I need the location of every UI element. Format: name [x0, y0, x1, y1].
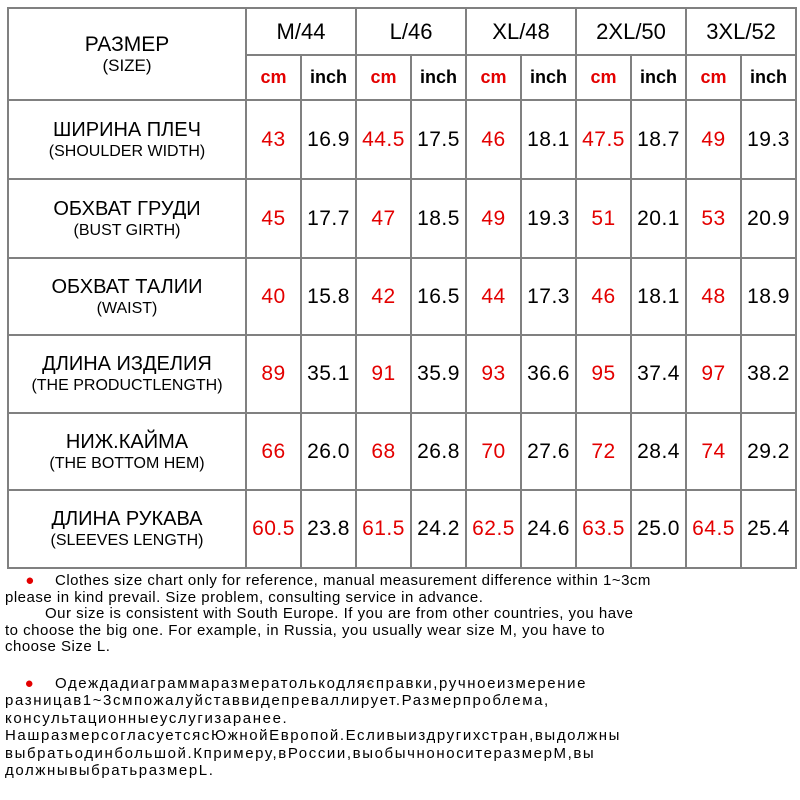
unit-cm-header: cm	[686, 55, 741, 100]
value-inch-cell: 18.5	[411, 179, 466, 258]
unit-inch-header: inch	[301, 55, 356, 100]
value-inch-cell: 35.1	[301, 335, 356, 413]
value-cm-cell: 64.5	[686, 490, 741, 568]
note-en-2-line3: choose Size L.	[5, 638, 111, 655]
value-cm-cell: 53	[686, 179, 741, 258]
measurement-name-ru: ДЛИНА ИЗДЕЛИЯ	[42, 353, 212, 375]
value-inch-cell: 24.6	[521, 490, 576, 568]
bullet-icon: ●	[24, 674, 36, 692]
table-row	[8, 490, 796, 568]
value-cm-cell: 68	[356, 413, 411, 490]
table-row	[8, 258, 796, 335]
value-cm-cell: 91	[356, 335, 411, 413]
measurement-label-cell	[8, 335, 246, 413]
measurement-name-ru: ОБХВАТ ТАЛИИ	[51, 275, 203, 298]
value-cm-cell: 66	[246, 413, 301, 490]
measurement-name-en: (BUST GIRTH)	[73, 221, 181, 239]
measurement-label-cell	[8, 179, 246, 258]
note-en-1-line1: Clothes size chart only for reference, manual measurement difference within 1~3cm	[55, 572, 651, 589]
unit-inch-header: inch	[631, 55, 686, 100]
value-inch-cell: 37.4	[631, 335, 686, 413]
measurement-label-cell	[8, 258, 246, 335]
note-ru-line3: консультационныеуслугизаранее.	[5, 709, 289, 727]
measurement-label-cell	[8, 490, 246, 568]
value-cm-cell: 43	[246, 100, 301, 179]
note-ru-text: Одеждадиаграммаразмератолькодляєправки,ручноеизмерение	[55, 674, 588, 692]
measurement-name-ru: НИЖ.КАЙМА	[65, 430, 189, 453]
measurement-name-ru: ОБХВАТ ГРУДИ	[53, 197, 201, 220]
note-ru-line6: должнывыбратьразмерL.	[5, 762, 215, 779]
table-row	[8, 179, 796, 258]
note-en-1	[5, 573, 800, 606]
value-cm-cell: 42	[356, 258, 411, 335]
value-cm-cell: 40	[246, 258, 301, 335]
unit-cm-header: cm	[356, 55, 411, 100]
value-inch-cell: 18.1	[631, 258, 686, 335]
value-inch-cell: 19.3	[741, 100, 796, 179]
value-cm-cell: 49	[686, 100, 741, 179]
value-cm-cell: 70	[466, 413, 521, 490]
size-header-en: (SIZE)	[102, 55, 152, 75]
measurement-name-en: (SHOULDER WIDTH)	[48, 142, 206, 160]
size-column-header: M/44	[246, 8, 356, 55]
value-inch-cell: 36.6	[521, 335, 576, 413]
value-cm-cell: 93	[466, 335, 521, 413]
value-inch-cell: 28.4	[631, 413, 686, 490]
size-column-header: 3XL/52	[686, 8, 796, 55]
value-cm-cell: 48	[686, 258, 741, 335]
value-inch-cell: 16.5	[411, 258, 466, 335]
note-ru-line5: выбратьодинбольшой.Кпримеру,вРоссии,выобычноноситеразмерМ,вы	[5, 744, 596, 762]
size-column-header: XL/48	[466, 8, 576, 55]
table-row	[8, 100, 796, 179]
value-cm-cell: 49	[466, 179, 521, 258]
value-cm-cell: 60.5	[246, 490, 301, 568]
measurement-name-en: (THE BOTTOM HEM)	[49, 454, 205, 472]
value-cm-cell: 51	[576, 179, 631, 258]
unit-inch-header: inch	[521, 55, 576, 100]
measurement-label-cell	[8, 100, 246, 179]
value-cm-cell: 45	[246, 179, 301, 258]
value-inch-cell: 24.2	[411, 490, 466, 568]
note-en-2-line2: to choose the big one. For example, in Russia, you usually wear size M, you have to	[5, 621, 606, 639]
value-inch-cell: 27.6	[521, 413, 576, 490]
unit-inch-header: inch	[741, 55, 796, 100]
notes-section	[0, 573, 800, 780]
size-header-ru: РАЗМЕР	[84, 32, 170, 56]
note-en-2-line1: Our size is consistent with South Europe. If you are from other countries, you have	[45, 605, 634, 622]
value-cm-cell: 61.5	[356, 490, 411, 568]
value-cm-cell: 44.5	[356, 100, 411, 179]
value-inch-cell: 38.2	[741, 335, 796, 413]
value-cm-cell: 95	[576, 335, 631, 413]
size-column-header: 2XL/50	[576, 8, 686, 55]
value-cm-cell: 46	[466, 100, 521, 179]
value-inch-cell: 17.5	[411, 100, 466, 179]
value-cm-cell: 74	[686, 413, 741, 490]
value-inch-cell: 16.9	[301, 100, 356, 179]
unit-cm-header: cm	[576, 55, 631, 100]
value-inch-cell: 18.1	[521, 100, 576, 179]
value-cm-cell: 44	[466, 258, 521, 335]
value-inch-cell: 25.4	[741, 490, 796, 568]
value-inch-cell: 18.9	[741, 258, 796, 335]
note-ru	[0, 675, 800, 780]
value-inch-cell: 35.9	[411, 335, 466, 413]
value-inch-cell: 19.3	[521, 179, 576, 258]
note-ru-line2: разницав1~3смпожалуйставвидепреваллирует.Размерпроблема,	[5, 692, 550, 709]
table-row	[8, 413, 796, 490]
value-inch-cell: 17.3	[521, 258, 576, 335]
value-cm-cell: 89	[246, 335, 301, 413]
measurement-name-en: (SLEEVES LENGTH)	[50, 532, 204, 549]
size-column-header: L/46	[356, 8, 466, 55]
bullet-icon: ●	[25, 572, 35, 589]
size-header-cell	[8, 8, 246, 100]
measurement-name-ru: ШИРИНА ПЛЕЧ	[53, 118, 201, 141]
note-en-1-line2: please in kind prevail. Size problem, consulting service in advance.	[5, 588, 484, 606]
value-cm-cell: 62.5	[466, 490, 521, 568]
measurement-name-en: (THE PRODUCTLENGTH)	[31, 377, 223, 394]
unit-inch-header: inch	[411, 55, 466, 100]
measurement-name-ru: ДЛИНА РУКАВА	[51, 508, 203, 530]
note-ru-line4: НашразмерсогласуетсясЮжнойЕвропой.Есливыиздругихстран,выдолжны	[5, 727, 622, 744]
value-inch-cell: 20.1	[631, 179, 686, 258]
measurement-name-en: (WAIST)	[96, 299, 158, 317]
unit-cm-header: cm	[466, 55, 521, 100]
value-inch-cell: 18.7	[631, 100, 686, 179]
size-table	[7, 7, 797, 569]
value-inch-cell: 15.8	[301, 258, 356, 335]
value-inch-cell: 23.8	[301, 490, 356, 568]
value-inch-cell: 17.7	[301, 179, 356, 258]
value-inch-cell: 20.9	[741, 179, 796, 258]
value-cm-cell: 97	[686, 335, 741, 413]
value-cm-cell: 47	[356, 179, 411, 258]
measurement-label-cell	[8, 413, 246, 490]
value-inch-cell: 25.0	[631, 490, 686, 568]
value-cm-cell: 47.5	[576, 100, 631, 179]
value-inch-cell: 29.2	[741, 413, 796, 490]
value-cm-cell: 46	[576, 258, 631, 335]
value-cm-cell: 63.5	[576, 490, 631, 568]
value-cm-cell: 72	[576, 413, 631, 490]
value-inch-cell: 26.0	[301, 413, 356, 490]
table-row	[8, 335, 796, 413]
unit-cm-header: cm	[246, 55, 301, 100]
note-ru-line1	[5, 675, 800, 693]
value-inch-cell: 26.8	[411, 413, 466, 490]
